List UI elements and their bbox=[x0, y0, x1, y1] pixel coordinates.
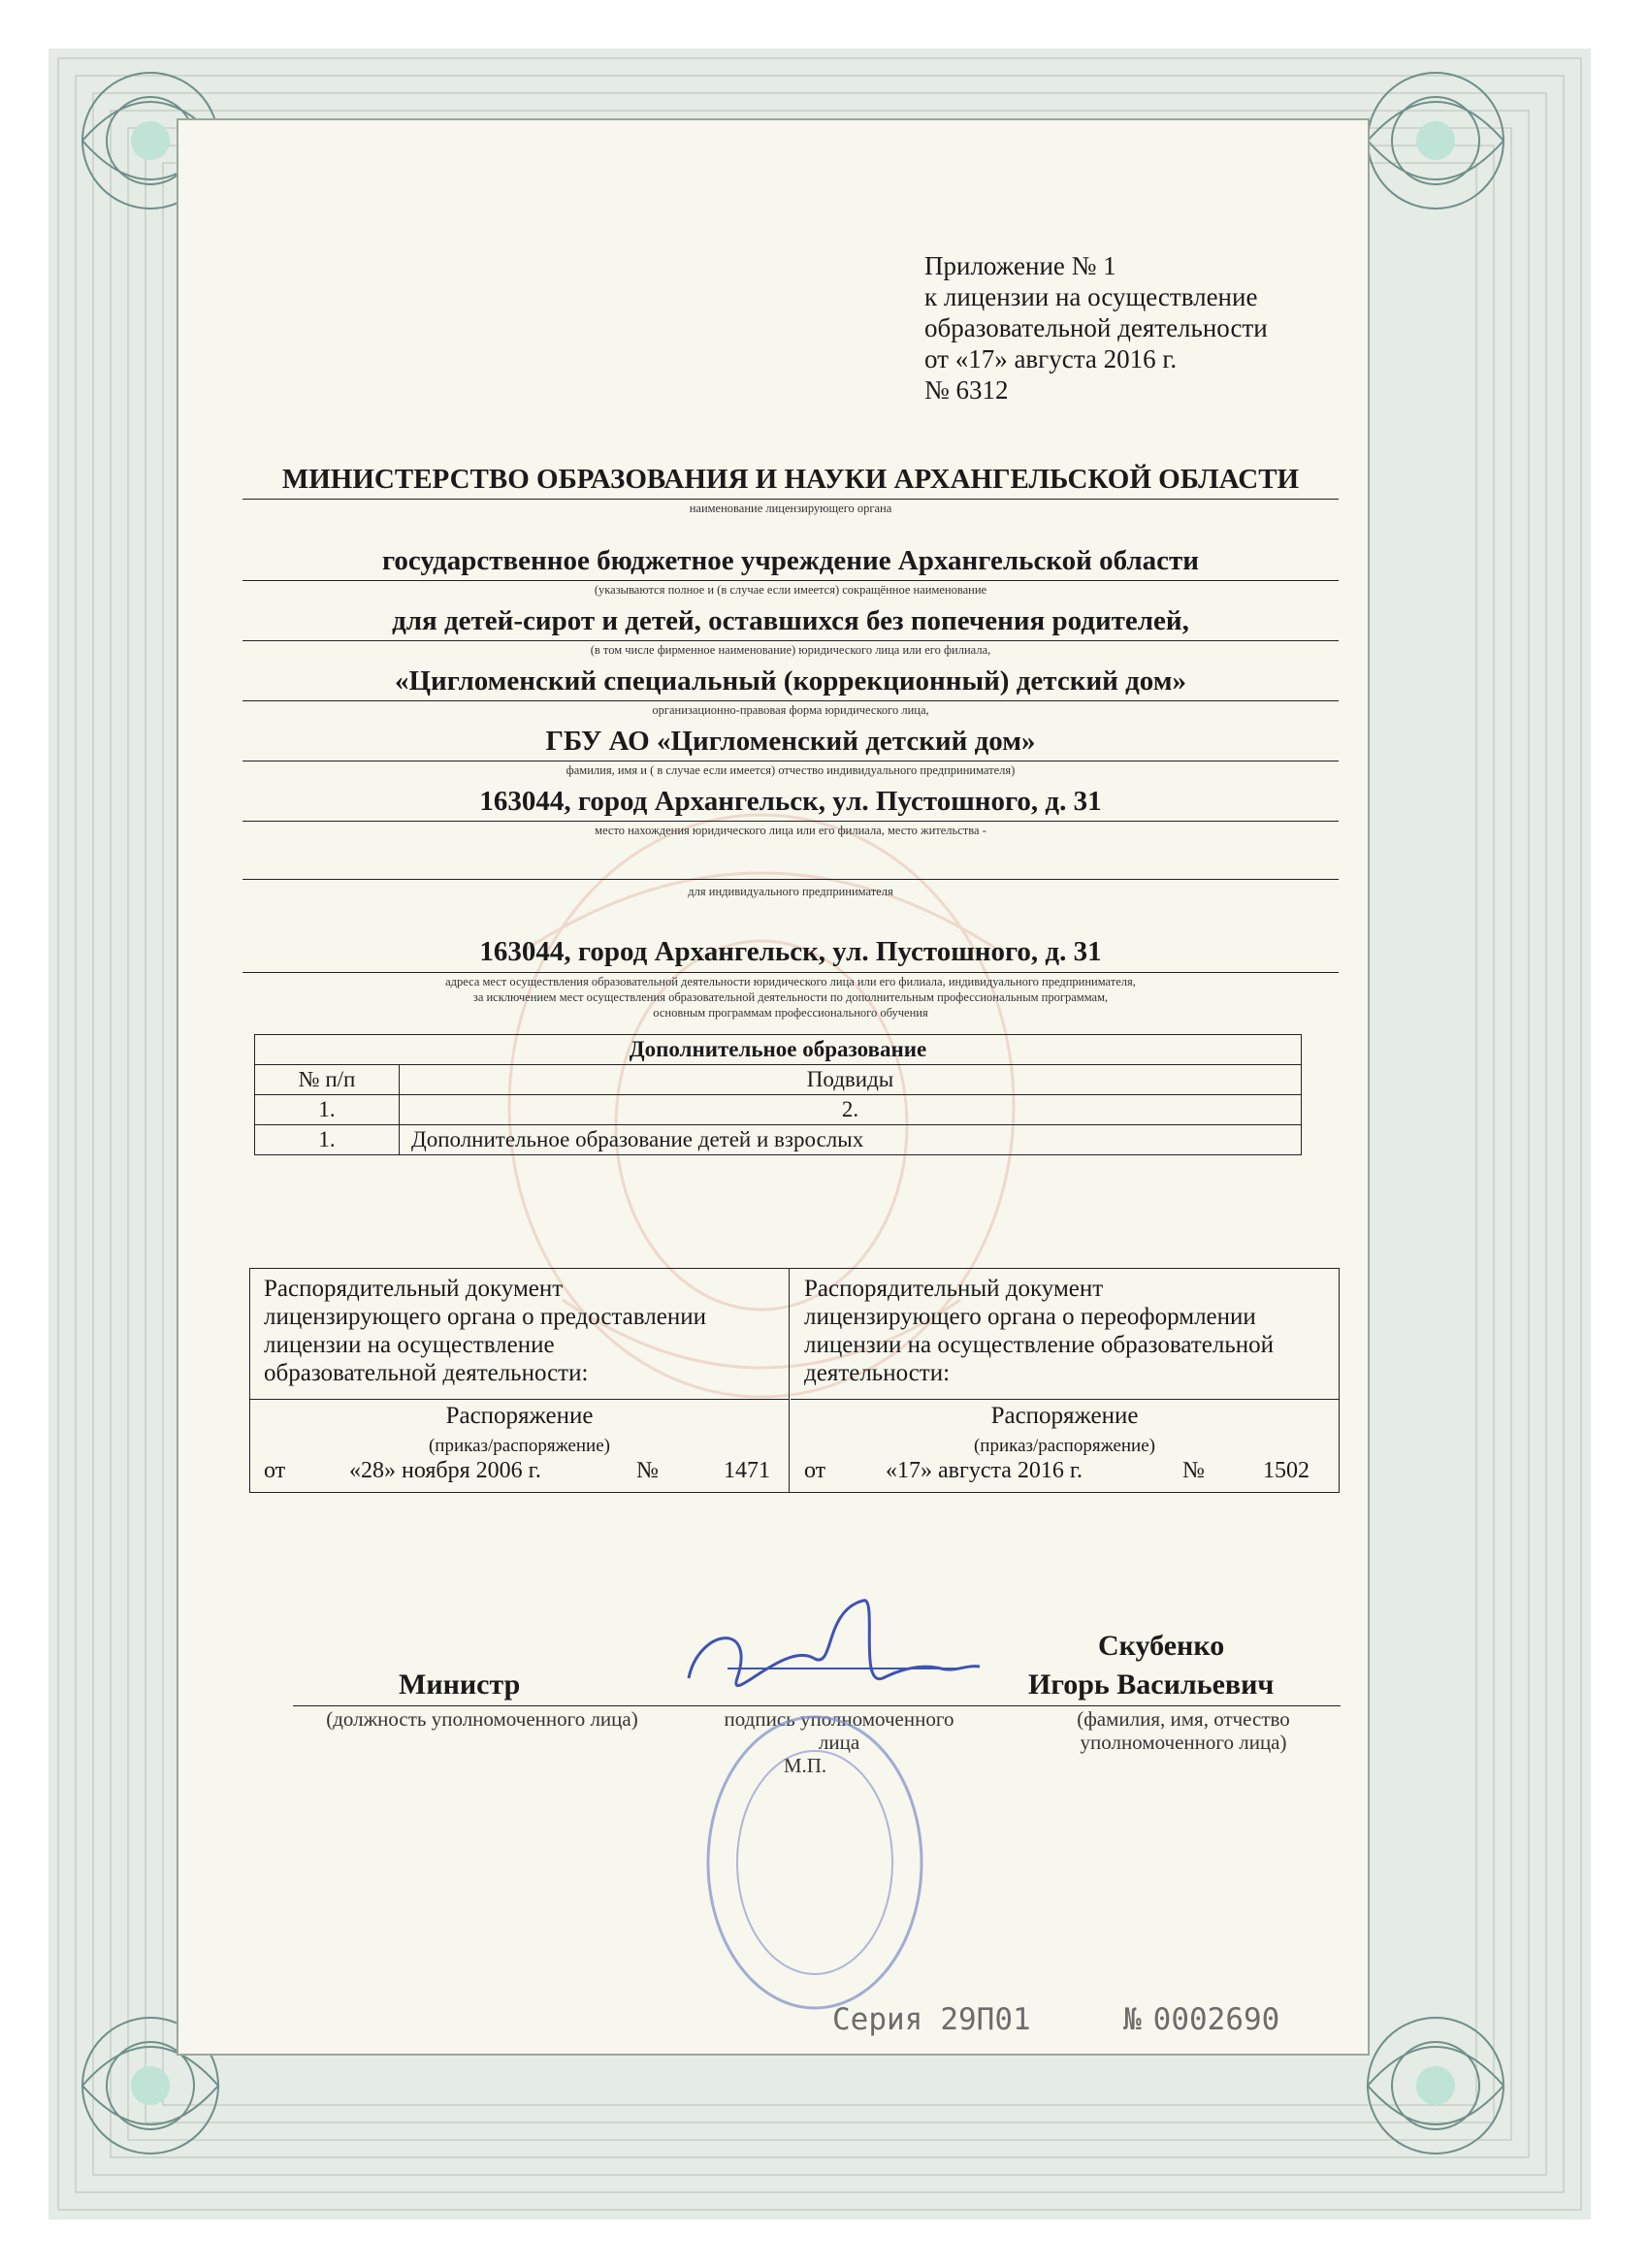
annex-line: Приложение № 1 bbox=[924, 251, 1116, 280]
from-label: от bbox=[264, 1458, 286, 1483]
annex-line: от «17» августа 2016 г. bbox=[924, 344, 1178, 373]
column-header-number: № п/п bbox=[255, 1065, 400, 1095]
number-label: № bbox=[636, 1458, 659, 1483]
caption-line: подпись уполномоченного bbox=[724, 1707, 954, 1731]
licensee-line-1: государственное бюджетное учреждение Архангельской области bbox=[381, 545, 1200, 576]
column-index: 1. bbox=[255, 1095, 400, 1125]
header-line: лицензирующего органа о предоставлении bbox=[264, 1304, 706, 1330]
header-line: Распорядительный документ bbox=[264, 1276, 564, 1302]
underline bbox=[242, 499, 1339, 500]
number-value: 0002690 bbox=[1152, 2002, 1280, 2037]
form-series bbox=[832, 2002, 1031, 2037]
licensee-caption: для индивидуального предпринимателя bbox=[688, 885, 893, 898]
column-header-subtypes: Подвиды bbox=[400, 1065, 1302, 1095]
education-table bbox=[254, 1034, 1302, 1155]
header-line: Распорядительный документ bbox=[804, 1276, 1104, 1302]
underline bbox=[242, 640, 1339, 641]
underline bbox=[242, 972, 1339, 973]
orders-table bbox=[249, 1268, 1340, 1493]
signer-surname: Скубенко bbox=[1098, 1630, 1225, 1662]
header-line: лицензирующего органа о переоформлении bbox=[804, 1304, 1256, 1330]
annex-line: к лицензии на осуществление bbox=[924, 282, 1258, 311]
stamp-mark: М.П. bbox=[783, 1754, 827, 1777]
annex-line: образовательной деятельности bbox=[924, 313, 1268, 342]
table-header-row bbox=[255, 1065, 1302, 1095]
underline bbox=[242, 821, 1339, 822]
header-line: лицензии на осуществление bbox=[264, 1332, 555, 1358]
row-subtype: Дополнительное образование детей и взрослых bbox=[400, 1125, 1302, 1155]
activity-address: 163044, город Архангельск, ул. Пустошного, д. 31 bbox=[479, 936, 1102, 967]
order-kind-caption: (приказ/распоряжение) bbox=[973, 1436, 1155, 1456]
table-row bbox=[255, 1125, 1302, 1155]
grant-order-header bbox=[264, 1275, 706, 1387]
header-line: образовательной деятельности: bbox=[264, 1360, 589, 1386]
header-line: лицензии на осуществление образовательной bbox=[804, 1332, 1274, 1358]
licensee-line-2: для детей-сирот и детей, оставшихся без попечения родителей, bbox=[392, 605, 1189, 636]
order-number: 1471 bbox=[724, 1458, 770, 1483]
authority-caption: наименование лицензирующего органа bbox=[689, 502, 892, 515]
underline bbox=[242, 879, 1339, 880]
caption-line: лица bbox=[818, 1731, 860, 1754]
number-label: № bbox=[1123, 2002, 1142, 2037]
order-kind: Распоряжение bbox=[791, 1399, 1339, 1430]
series-label: Серия bbox=[832, 2002, 923, 2037]
table-index-row bbox=[255, 1095, 1302, 1125]
licensee-caption: место нахождения юридического лица или его филиала, место жительства - bbox=[595, 824, 986, 837]
table-title: Дополнительное образование bbox=[255, 1035, 1302, 1065]
order-kind-caption: (приказ/распоряжение) bbox=[428, 1436, 610, 1456]
header-line: деятельности: bbox=[804, 1360, 951, 1386]
activity-caption: адреса мест осуществления образовательной деятельности юридического лица или его филиала, индивидуального предпринимателя, bbox=[445, 975, 1136, 988]
signer-given-names: Игорь Васильевич bbox=[1028, 1669, 1275, 1701]
row-number: 1. bbox=[255, 1125, 400, 1155]
activity-caption: за исключением мест осуществления образовательной деятельности по дополнительным профессиональным программам, bbox=[472, 990, 1109, 1004]
grant-order bbox=[250, 1269, 790, 1492]
position-caption: (должность уполномоченного лица) bbox=[326, 1707, 638, 1731]
licensee-caption: (указываются полное и (в случае если имеется) сокращённое наименование bbox=[594, 583, 987, 597]
order-date: «28» ноября 2006 г. bbox=[349, 1458, 541, 1483]
licensee-line-3: «Цигломенский специальный (коррекционный) детский дом» bbox=[395, 665, 1186, 697]
licensee-caption: организационно-правовая форма юридического лица, bbox=[652, 703, 929, 717]
underline bbox=[242, 700, 1339, 701]
licensee-caption: (в том числе фирменное наименование) юридического лица или его филиала, bbox=[590, 643, 991, 657]
series-value: 29П01 bbox=[940, 2002, 1031, 2037]
from-label: от bbox=[804, 1458, 826, 1483]
caption-line: (фамилия, имя, отчество bbox=[1077, 1707, 1290, 1731]
order-kind: Распоряжение bbox=[250, 1399, 789, 1430]
licensee-short-name: ГБУ АО «Цигломенский детский дом» bbox=[545, 726, 1036, 757]
reissue-order-header bbox=[804, 1275, 1274, 1387]
reissue-order bbox=[791, 1269, 1339, 1492]
annex-line: № 6312 bbox=[924, 375, 1009, 405]
licensee-caption: фамилия, имя и ( в случае если имеется) отчество индивидуального предпринимателя) bbox=[566, 763, 1016, 777]
form-number bbox=[1123, 2002, 1279, 2037]
number-label: № bbox=[1182, 1458, 1205, 1483]
table-title-row bbox=[255, 1035, 1302, 1065]
annex-block bbox=[924, 250, 1268, 405]
authority-name: МИНИСТЕРСТВО ОБРАЗОВАНИЯ И НАУКИ АРХАНГЕЛЬСКОЙ ОБЛАСТИ bbox=[281, 464, 1300, 495]
signer-position: Министр bbox=[399, 1669, 521, 1701]
official-stamp bbox=[698, 1707, 931, 2018]
caption-line: уполномоченного лица) bbox=[1080, 1731, 1287, 1754]
column-index: 2. bbox=[400, 1095, 1302, 1125]
activity-caption: основным программам профессионального обучения bbox=[653, 1006, 928, 1020]
order-number: 1502 bbox=[1263, 1458, 1310, 1483]
name-caption bbox=[1057, 1707, 1310, 1754]
order-date: «17» августа 2016 г. bbox=[886, 1458, 1083, 1483]
underline bbox=[242, 580, 1339, 581]
licensee-address: 163044, город Архангельск, ул. Пустошного, д. 31 bbox=[479, 786, 1102, 817]
